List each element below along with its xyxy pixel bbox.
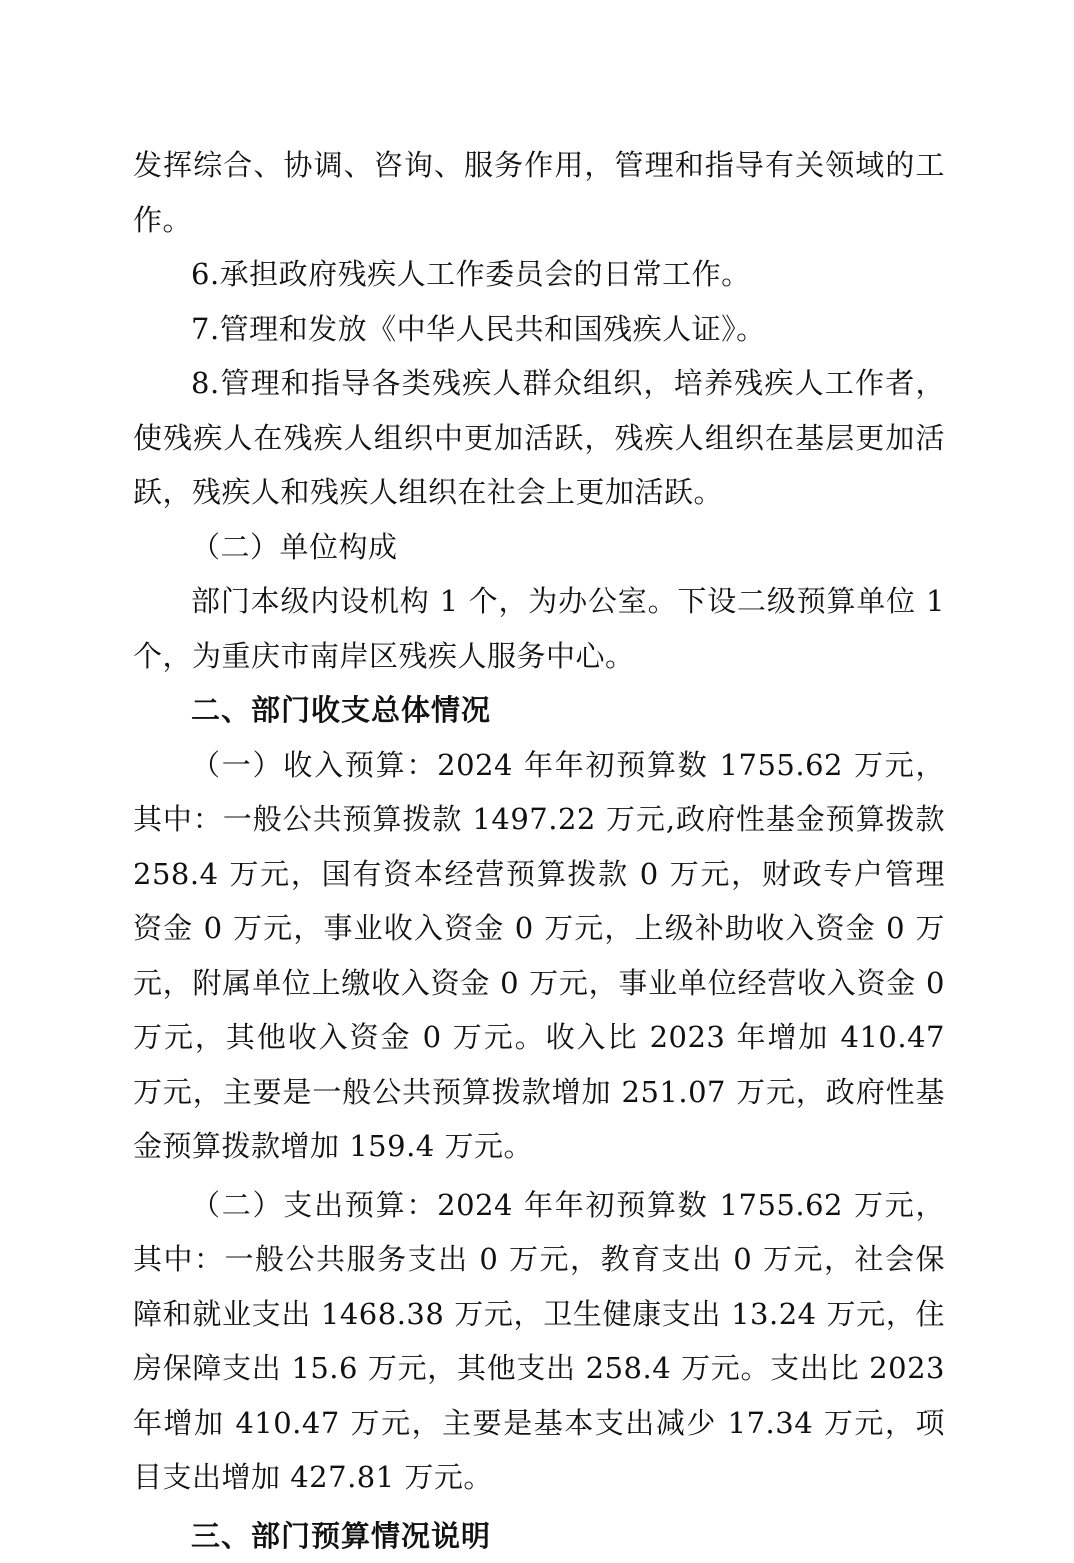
- paragraph-unit-composition: 部门本级内设机构 1 个，为办公室。下设二级预算单位 1 个，为重庆市南岸区残疾人服务中心。: [133, 574, 945, 683]
- document-body: [133, 138, 945, 1563]
- paragraph-expenditure-budget: （二）支出预算：2024 年年初预算数 1755.62 万元，其中：一般公共服务支出 0 万元，教育支出 0 万元，社会保障和就业支出 1468.38 万元，卫生健康支出 13.24 万元，住房保障支出 15.6 万元，其他支出 258.4 万元。支出比 2023 年增加 410.47 万元，主要是基本支出减少 17.34 万元，项目支出增加 427.81 万元。: [133, 1178, 945, 1505]
- section-heading-revenue-expenditure: 二、部门收支总体情况: [133, 683, 945, 738]
- subheading-unit-composition: （二）单位构成: [133, 520, 945, 575]
- paragraph-duty-8: 8.管理和指导各类残疾人群众组织，培养残疾人工作者，使残疾人在残疾人组织中更加活跃，残疾人组织在基层更加活跃，残疾人和残疾人组织在社会上更加活跃。: [133, 356, 945, 520]
- paragraph-duty-6: 6.承担政府残疾人工作委员会的日常工作。: [133, 247, 945, 302]
- section-heading-budget-explanation: 三、部门预算情况说明: [133, 1509, 945, 1563]
- paragraph-continued-duties: 发挥综合、协调、咨询、服务作用，管理和指导有关领域的工作。: [133, 138, 945, 247]
- paragraph-revenue-budget: （一）收入预算：2024 年年初预算数 1755.62 万元，其中：一般公共预算拨款 1497.22 万元,政府性基金预算拨款 258.4 万元，国有资本经营预算拨款 0 万元，财政专户管理资金 0 万元，事业收入资金 0 万元，上级补助收入资金 0 万元，附属单位上缴收入资金 0 万元，事业单位经营收入资金 0 万元，其他收入资金 0 万元。收入比 2023 年增加 410.47 万元，主要是一般公共预算拨款增加 251.07 万元，政府性基金预算拨款增加 159.4 万元。: [133, 738, 945, 1174]
- paragraph-duty-7: 7.管理和发放《中华人民共和国残疾人证》。: [133, 302, 945, 357]
